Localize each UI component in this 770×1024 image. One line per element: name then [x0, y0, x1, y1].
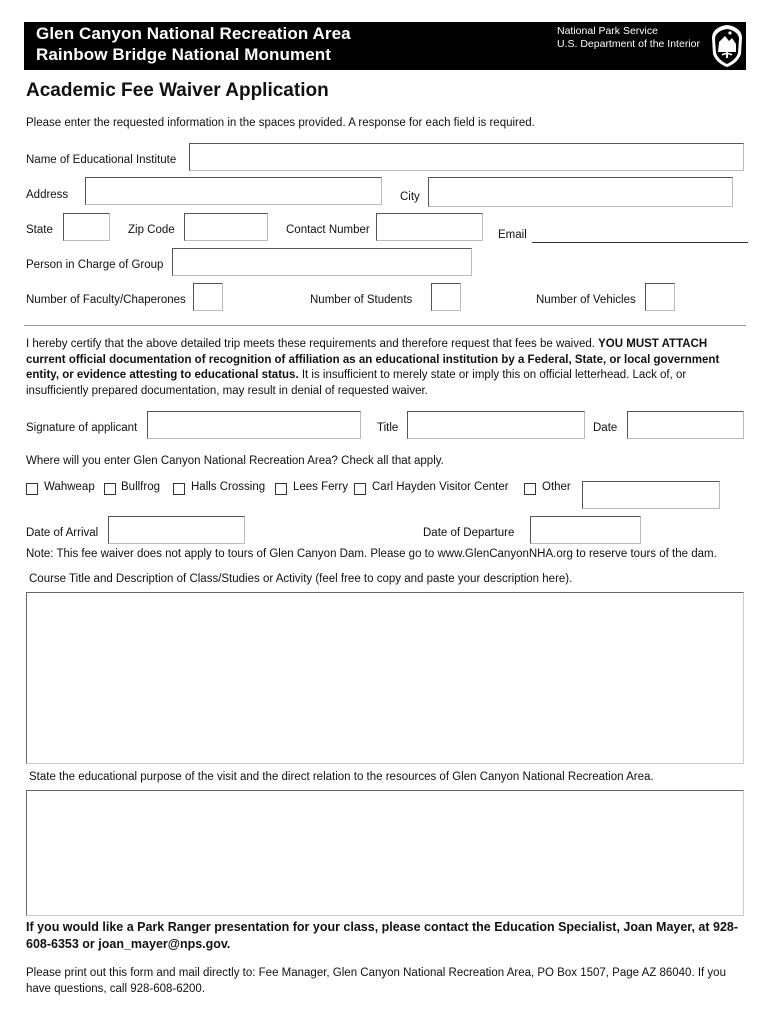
ranger-presentation-note: If you would like a Park Ranger presentation for your class, please contact the Education Specialist, Joan Mayer, at 928-608-6353 or joan_mayer@nps.gov.	[26, 920, 739, 951]
entry-question: Where will you enter Glen Canyon National Recreation Area? Check all that apply.	[26, 455, 444, 467]
vehicles-input[interactable]	[645, 283, 675, 311]
departure-label: Date of Departure	[423, 527, 515, 539]
certification-intro: I hereby certify that the above detailed trip meets these requirements and therefore request that fees be waived.	[26, 338, 599, 350]
person-input[interactable]	[172, 248, 472, 276]
city-label: City	[400, 191, 420, 203]
option-carl-hayden-label: Carl Hayden Visitor Center	[372, 481, 509, 493]
institute-label: Name of Educational Institute	[26, 154, 177, 166]
checkbox-wahweap[interactable]	[26, 483, 38, 495]
students-input[interactable]	[431, 283, 461, 311]
email-input[interactable]	[532, 242, 748, 243]
dam-note: Note: This fee waiver does not apply to tours of Glen Canyon Dam. Please go to www.GlenCanyonNHA.org to reserve tours of the dam.	[26, 548, 717, 560]
option-halls-crossing-label: Halls Crossing	[191, 481, 266, 493]
option-lees-ferry-label: Lees Ferry	[293, 481, 348, 493]
email-label: Email	[498, 229, 527, 241]
form-title: Academic Fee Waiver Application	[26, 80, 329, 101]
state-label: State	[26, 224, 53, 236]
certification-requirement: YOU MUST ATTACH current official documentation of recognition of affiliation as an educational institution by a Federal, State, or local government entity, or evidence attesting to educational status.	[26, 338, 720, 381]
mail-instructions: Please print out this form and mail directly to: Fee Manager, Glen Canyon National Recreation Area, PO Box 1507, Page AZ 86040. If you have questions, call 928-608-6200.	[26, 967, 726, 995]
faculty-label: Number of Faculty/Chaperones	[26, 294, 186, 306]
checkbox-halls-crossing[interactable]	[173, 483, 185, 495]
contact-input[interactable]	[376, 213, 483, 241]
zip-label: Zip Code	[128, 224, 175, 236]
certification-warning: It is insufficient to merely state or imply this on official letterhead. Lack of, or insufficiently prepared documentation, may result in denial of requested waiver.	[26, 369, 687, 397]
address-input[interactable]	[85, 177, 382, 205]
title-label: Title	[377, 422, 399, 434]
date-input[interactable]	[627, 411, 744, 439]
option-bullfrog-label: Bullfrog	[121, 481, 160, 493]
form-instructions: Please enter the requested information in the spaces provided. A response for each field is required.	[26, 117, 535, 129]
monument-title: Rainbow Bridge National Monument	[36, 45, 332, 64]
checkbox-bullfrog[interactable]	[104, 483, 116, 495]
vehicles-label: Number of Vehicles	[536, 294, 636, 306]
purpose-textarea[interactable]	[26, 790, 744, 916]
date-label: Date	[593, 422, 618, 434]
park-title: Glen Canyon National Recreation Area	[36, 24, 351, 43]
institute-input[interactable]	[189, 143, 744, 171]
checkbox-carl-hayden[interactable]	[354, 483, 366, 495]
checkbox-other[interactable]	[524, 483, 536, 495]
option-wahweap-label: Wahweap	[44, 481, 95, 493]
departure-input[interactable]	[530, 516, 641, 544]
certification-text	[26, 337, 746, 399]
zip-input[interactable]	[184, 213, 268, 241]
other-entry-input[interactable]	[582, 481, 720, 509]
contact-label: Contact Number	[286, 224, 370, 236]
signature-input[interactable]	[147, 411, 361, 439]
checkbox-lees-ferry[interactable]	[275, 483, 287, 495]
students-label: Number of Students	[310, 294, 413, 306]
option-other-label: Other	[542, 481, 571, 493]
nps-arrowhead-logo	[710, 24, 744, 68]
address-label: Address	[26, 189, 69, 201]
arrival-label: Date of Arrival	[26, 527, 99, 539]
agency-name: National Park Service	[557, 25, 658, 37]
header-banner	[24, 22, 746, 70]
course-description-textarea[interactable]	[26, 592, 744, 764]
purpose-label: State the educational purpose of the visit and the direct relation to the resources of Glen Canyon National Recreation Area.	[29, 771, 654, 783]
signature-label: Signature of applicant	[26, 422, 138, 434]
person-label: Person in Charge of Group	[26, 259, 164, 271]
title-input[interactable]	[407, 411, 585, 439]
section-divider	[24, 325, 746, 326]
city-input[interactable]	[428, 177, 733, 207]
faculty-input[interactable]	[193, 283, 223, 311]
course-label: Course Title and Description of Class/Studies or Activity (feel free to copy and paste your description here).	[29, 573, 573, 585]
arrival-input[interactable]	[108, 516, 245, 544]
state-input[interactable]	[63, 213, 110, 241]
department-name: U.S. Department of the Interior	[557, 38, 700, 50]
